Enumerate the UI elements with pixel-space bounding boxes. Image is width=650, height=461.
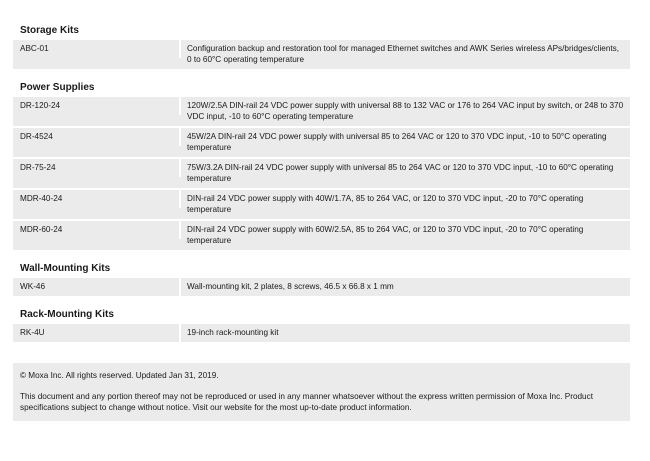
table-row: [13, 221, 630, 252]
table-row: [13, 40, 630, 71]
description-cell: 45W/2A DIN-rail 24 VDC power supply with universal 85 to 264 VAC or 120 to 370 VDC input, -10 to 50°C operating temperature: [187, 132, 607, 152]
table-row: [13, 324, 630, 344]
table-row: [13, 128, 630, 159]
model-cell: RK-4U: [13, 324, 181, 342]
accessory-sections: [13, 22, 630, 344]
model-cell: DR-120-24: [13, 97, 181, 115]
description-cell: 19-inch rack-mounting kit: [187, 328, 279, 337]
description-cell: DIN-rail 24 VDC power supply with 60W/2.5A, 85 to 264 VAC, or 120 to 370 VDC input, -20 to 70°C operating temperature: [187, 225, 584, 245]
section-title: Power Supplies: [20, 82, 95, 93]
footer: [13, 363, 630, 421]
table-row: [13, 97, 630, 128]
table-row: [13, 190, 630, 221]
legal-notice: This document and any portion thereof may not be reproduced or used in any manner whatsoever without the express written permission of Moxa Inc. Product specifications subject to change without notice. Visit our website for the most up-to-date product information.: [20, 392, 593, 412]
copyright-text: © Moxa Inc. All rights reserved. Updated Jan 31, 2019.: [20, 371, 219, 380]
model-cell: ABC-01: [13, 40, 181, 58]
description-cell: DIN-rail 24 VDC power supply with 40W/1.7A, 85 to 264 VAC, or 120 to 370 VDC input, -20 to 70°C operating temperature: [187, 194, 584, 214]
section-title: Wall-Mounting Kits: [20, 263, 111, 274]
model-cell: MDR-40-24: [13, 190, 181, 208]
description-cell: Wall-mounting kit, 2 plates, 8 screws, 46.5 x 66.8 x 1 mm: [187, 282, 394, 291]
description-cell: Configuration backup and restoration tool for managed Ethernet switches and AWK Series wireless APs/bridges/clients, 0 to 60°C operating temperature: [187, 44, 620, 64]
model-cell: MDR-60-24: [13, 221, 181, 239]
description-cell: 75W/3.2A DIN-rail 24 VDC power supply with universal 85 to 264 VAC or 120 to 370 VDC input, -10 to 60°C operating temperature: [187, 163, 614, 183]
section-gap: [13, 252, 630, 260]
model-cell: DR-4524: [13, 128, 181, 146]
section-gap: [13, 71, 630, 79]
description-cell: 120W/2.5A DIN-rail 24 VDC power supply with universal 88 to 132 VAC or 176 to 264 VAC input by switch, or 248 to 370 VDC input, -10 to 60°C operating temperature: [187, 101, 624, 121]
table-row: [13, 278, 630, 298]
table-row: [13, 159, 630, 190]
section-title: Storage Kits: [20, 25, 79, 36]
model-cell: DR-75-24: [13, 159, 181, 177]
section-title: Rack-Mounting Kits: [20, 309, 114, 320]
section-gap: [13, 298, 630, 306]
model-cell: WK-46: [13, 278, 181, 296]
